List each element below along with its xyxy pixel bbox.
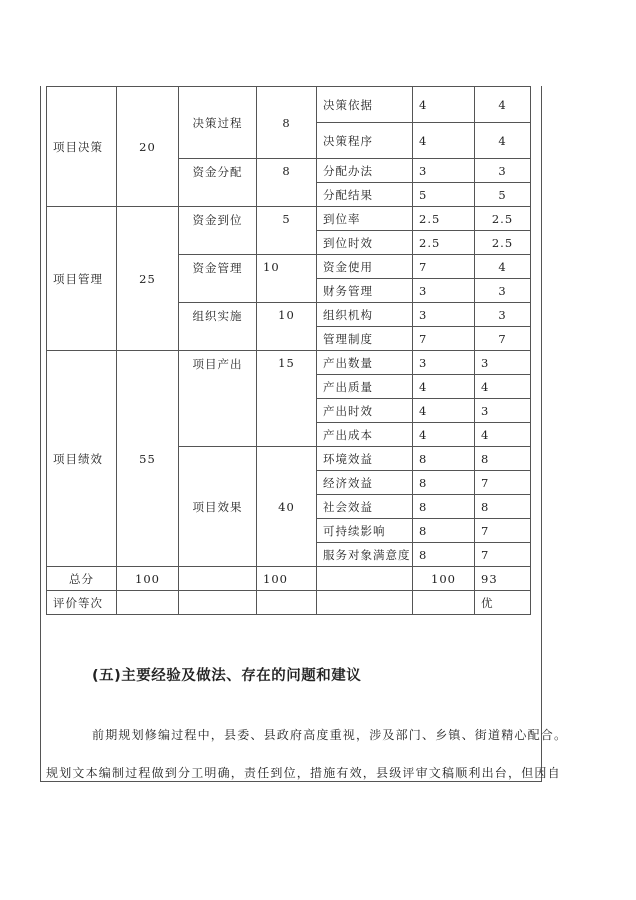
score-cell: 7 (475, 519, 531, 543)
empty-cell (317, 591, 413, 615)
score-cell: 8 (475, 447, 531, 471)
category-cell: 项目管理 (47, 207, 117, 351)
subcategory-score-cell: 10 (257, 303, 317, 351)
table-row (47, 351, 531, 375)
empty-cell (179, 567, 257, 591)
score-cell: 4 (475, 375, 531, 399)
indicator-cell: 分配结果 (317, 183, 413, 207)
category-score-cell: 25 (117, 207, 179, 351)
paragraph-line: 前期规划修编过程中，县委、县政府高度重视，涉及部门、乡镇、街道精心配合。 (92, 728, 568, 742)
subcategory-cell: 资金分配 (179, 159, 257, 207)
indicator-cell: 组织机构 (317, 303, 413, 327)
indicator-cell: 社会效益 (317, 495, 413, 519)
indicator-cell: 资金使用 (317, 255, 413, 279)
indicator-cell: 产出质量 (317, 375, 413, 399)
subcategory-score-cell: 15 (257, 351, 317, 447)
grade-value: 优 (475, 591, 531, 615)
subcategory-score-cell: 10 (257, 255, 317, 303)
score-cell: 5 (475, 183, 531, 207)
grade-label: 评价等次 (47, 591, 117, 615)
score-cell: 4 (475, 423, 531, 447)
subcategory-cell: 资金到位 (179, 207, 257, 255)
full-score-cell: 4 (413, 423, 475, 447)
full-score-cell: 7 (413, 255, 475, 279)
empty-cell (257, 591, 317, 615)
indicator-cell: 产出数量 (317, 351, 413, 375)
subcategory-score-cell: 8 (257, 159, 317, 207)
indicator-cell: 产出时效 (317, 399, 413, 423)
full-score-cell: 3 (413, 159, 475, 183)
score-cell: 2.5 (475, 231, 531, 255)
full-score-cell: 2.5 (413, 231, 475, 255)
subcategory-cell: 资金管理 (179, 255, 257, 303)
full-score-cell: 7 (413, 327, 475, 351)
empty-cell (413, 591, 475, 615)
full-score-cell: 8 (413, 447, 475, 471)
full-score-cell: 4 (413, 375, 475, 399)
table-row (47, 87, 531, 123)
score-cell: 4 (475, 87, 531, 123)
category-cell: 项目决策 (47, 87, 117, 207)
total-score: 93 (475, 567, 531, 591)
subcategory-score-cell: 8 (257, 87, 317, 159)
subcategory-score-cell: 5 (257, 207, 317, 255)
empty-cell (317, 567, 413, 591)
indicator-cell: 经济效益 (317, 471, 413, 495)
full-score-cell: 4 (413, 399, 475, 423)
empty-cell (117, 591, 179, 615)
full-score-cell: 3 (413, 279, 475, 303)
full-score-cell: 3 (413, 303, 475, 327)
category-score-cell: 55 (117, 351, 179, 567)
score-cell: 3 (475, 159, 531, 183)
indicator-cell: 服务对象满意度 (317, 543, 413, 567)
full-score-cell: 2.5 (413, 207, 475, 231)
paragraph-line: 规划文本编制过程做到分工明确，责任到位，措施有效，县级评审文稿顺利出台，但因自 (46, 766, 561, 780)
full-score-cell: 8 (413, 495, 475, 519)
total-subcategory-score: 100 (257, 567, 317, 591)
category-cell: 项目绩效 (47, 351, 117, 567)
total-row (47, 567, 531, 591)
score-cell: 3 (475, 399, 531, 423)
subcategory-score-cell: 40 (257, 447, 317, 567)
indicator-cell: 决策程序 (317, 123, 413, 159)
score-cell: 7 (475, 471, 531, 495)
grade-row (47, 591, 531, 615)
total-category-score: 100 (117, 567, 179, 591)
score-cell: 7 (475, 543, 531, 567)
subcategory-cell: 组织实施 (179, 303, 257, 351)
indicator-cell: 环境效益 (317, 447, 413, 471)
total-full-score: 100 (413, 567, 475, 591)
score-cell: 4 (475, 255, 531, 279)
subcategory-cell: 决策过程 (179, 87, 257, 159)
score-cell: 3 (475, 303, 531, 327)
evaluation-score-table (46, 86, 531, 615)
score-cell: 3 (475, 351, 531, 375)
score-cell: 7 (475, 327, 531, 351)
total-label: 总分 (47, 567, 117, 591)
indicator-cell: 可持续影响 (317, 519, 413, 543)
full-score-cell: 4 (413, 87, 475, 123)
score-cell: 3 (475, 279, 531, 303)
indicator-cell: 分配办法 (317, 159, 413, 183)
score-cell: 4 (475, 123, 531, 159)
score-cell: 8 (475, 495, 531, 519)
empty-cell (179, 591, 257, 615)
section-heading: (五)主要经验及做法、存在的问题和建议 (92, 668, 362, 684)
full-score-cell: 8 (413, 519, 475, 543)
full-score-cell: 8 (413, 543, 475, 567)
full-score-cell: 3 (413, 351, 475, 375)
table-row (47, 207, 531, 231)
subcategory-cell: 项目产出 (179, 351, 257, 447)
full-score-cell: 5 (413, 183, 475, 207)
indicator-cell: 财务管理 (317, 279, 413, 303)
score-cell: 2.5 (475, 207, 531, 231)
indicator-cell: 到位率 (317, 207, 413, 231)
category-score-cell: 20 (117, 87, 179, 207)
subcategory-cell: 项目效果 (179, 447, 257, 567)
indicator-cell: 决策依据 (317, 87, 413, 123)
indicator-cell: 管理制度 (317, 327, 413, 351)
full-score-cell: 8 (413, 471, 475, 495)
indicator-cell: 到位时效 (317, 231, 413, 255)
indicator-cell: 产出成本 (317, 423, 413, 447)
full-score-cell: 4 (413, 123, 475, 159)
